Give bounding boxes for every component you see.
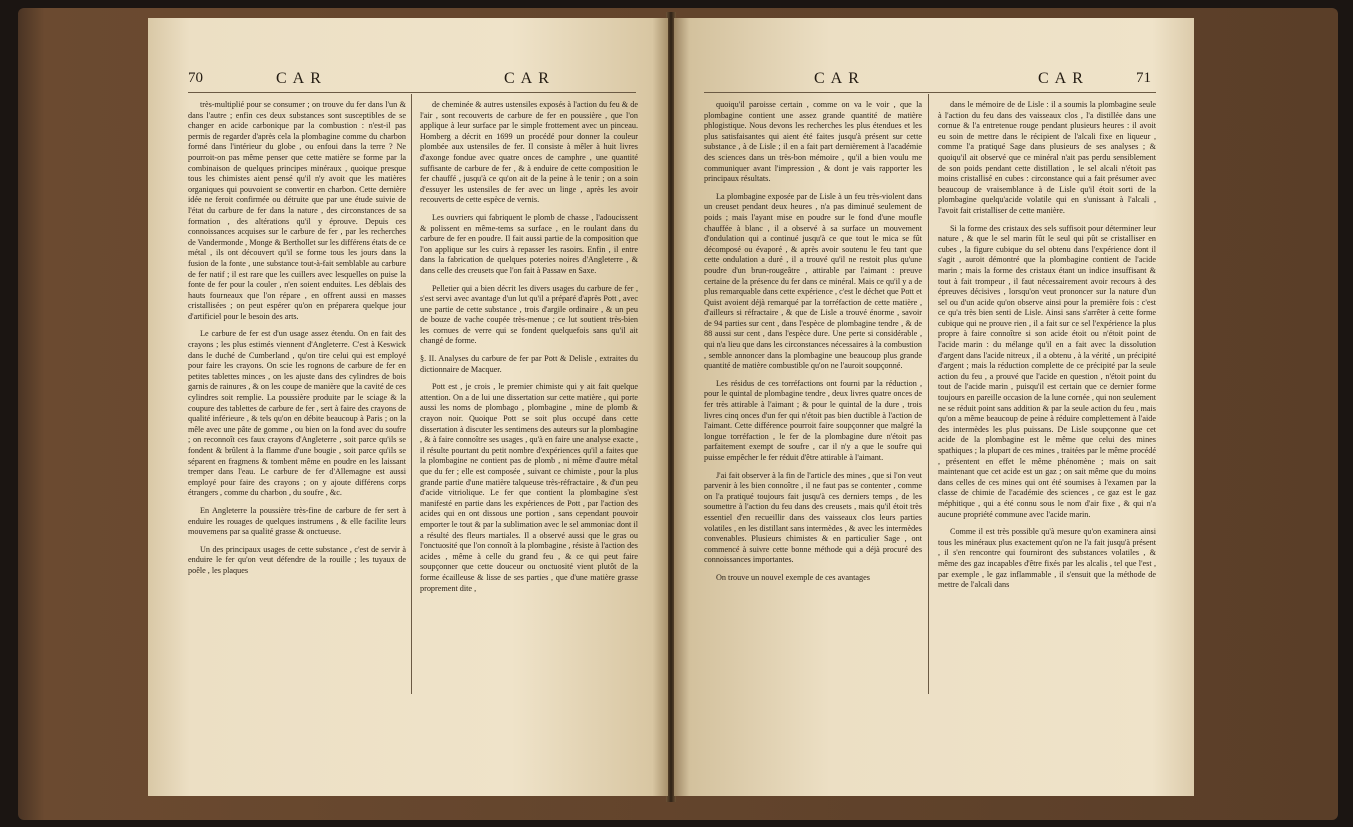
left-page — [148, 18, 668, 796]
text-column-1 — [704, 100, 922, 591]
paragraph: J'ai fait observer à la fin de l'article des mines , que si l'on veut parvenir à les bien connoître , il ne faut pas se contenter , comme on l'a pratiqué toujours fait jusqu'à ces derniers temps , de les soumettre à l'action du feu dans des creusets , mais qu'il étoit très essentiel d'en recueillir dans des vaisseaux clos leurs parties volatiles , en les distillant sans intermèdes , & avec les intermèdes convenables. Plusieurs chimistes & en particulier Sage , ont commencé à suivre cette bonne méthode qui a déjà procuré des connoissances importantes. — [704, 470, 922, 565]
running-head-left: CAR — [276, 70, 327, 87]
paragraph: de cheminée & autres ustensiles exposés à l'action du feu & de l'air , sont recouverts de carbure de fer en poussière , que l'on applique à leur surface par le simple frottement avec un pinceau. Homberg a décrit en 1699 un procédé pour donner la couleur plombée aux ustensiles de fer. Il consiste à mêler à huit livres d'axonge fondue avec quatre onces de camphre , une quantité suffisante de carbure de fer , & à enduire de cette composition le fer chauffé , jusqu'à ce qu'on ait de la peine à le tenir ; on a soin d'essuyer les ustensiles de fer avec un linge , après les avoir recouverts de cette espèce de vernis. — [420, 100, 638, 205]
text-column-2 — [938, 100, 1156, 598]
paragraph: Pelletier qui a bien décrit les divers usages du carbure de fer , s'est servi avec avantage d'un lut qu'il a préparé d'après Pott , avec une partie de cette substance , trois d'argile ordinaire , & un peu de bouze de vache coupée très-menue ; ce lut soutient très-bien les cornues de verre qui se fondent quelquefois sans qu'il ait changé de forme. — [420, 283, 638, 346]
running-head-right: CAR — [1038, 70, 1089, 87]
section-heading: §. II. Analyses du carbure de fer par Pott & Delisle , extraites du dictionnaire de Macquer. — [420, 354, 638, 374]
paragraph: Si la forme des cristaux des sels suffisoit pour déterminer leur nature , & que le sel marin fût le seul qui pût se cristalliser en cubes , la figure cubique du sel obtenu dans l'expérience dont il s'agit , auroit démontré que la plombagine contient de l'acide marin ; mais la forme des cristaux étant un indice insuffisant & tout à fait trompeur , il faut nécessairement avoir recours à des épreuves décisives , lorsqu'on veut prononcer sur la nature d'un sel ou d'un acide qu'on observe ainsi pour la première fois : c'est ce qu'a très bien senti de Lisle. Ainsi sans s'arrêter à cette forme cubique qui ne prouve rien , il a fait sur ce sel l'expérience la plus propre à faire connoître si son acide étoit ou n'étoit point de l'acide marin : du mélange qu'il en a fait avec la dissolution d'argent dans l'acide nitreux , il a obtenu , à la vérité , un précipité d'argent ; mais la réduction complette de ce précipité par la seule action du feu , a prouvé que l'acide en question , n'étoit point du tout de l'acide marin , puisqu'il est certain que ce dernier forme toujours en pareille occasion de la lune cornée , qui non seulement ne se réduit point sans addition & par la seule action du feu , mais qu'on a même beaucoup de peine à réduire complettement à l'aide des intermèdes les plus puissans. De Lisle soupçonne que cet acide de la plombagine est le même que celui des mines spathiques ; la plupart de ces mines , traitées par le même procédé , présentent en effet le même phénomène ; mais on sait maintenant que cet acide est un gaz ; on sait même que du moins dans celles de ces mines qui ont été soumises à l'examen par la classe de chimie de l'académie des sciences , ce gaz est le gaz méphitique , qui a été connu sous le nom d'air fixe , & qui n'a aucune propriété commune avec l'acide marin. — [938, 223, 1156, 519]
page-number: 70 — [188, 70, 203, 86]
paragraph: Les résidus de ces torréfactions ont fourni par la réduction , pour le quintal de plombagine tendre , deux livres quatre onces de fer très attirable à l'aimant ; & pour le quintal de la dure , trois livres cinq onces d'un fer qui n'étoit pas bien ductible à l'action de l'aimant. Cette différence pourroit faire soupçonner que malgré la longue torréfaction , le fer de la plombagine dure n'étoit pas parfaitement exempt de soufre , car il n'y a que le soufre qui puisse empêcher le fer réduit d'être attirable à l'aimant. — [704, 378, 922, 462]
paragraph: Pott est , je crois , le premier chimiste qui y ait fait quelque attention. On a de lui une dissertation sur cette matière , qui porte aussi les noms de plombago , plombagine , mine de plomb & crayon noir. Quoique Pott se soit plus occupé dans cette dissertation à discuter les sentimens des auteurs sur la plombagine , & à faire connoître ses usages , qu'à en faire une analyse exacte , il résulte pourtant du petit nombre d'expériences qu'il a faites que la plombagine ne contient pas de plomb , ni même d'autre métal que du fer ; elle est composée , suivant ce chimiste , pour la plus grande partie d'une matière talqueuse très-réfractaire , & d'un peu d'acide vitriolique. Le fer que contient la plombagine s'est manifesté en partie dans les expériences de Pott , par l'action des acides qui en ont dissous une portion , sans cependant pouvoir emporter le tout & par la sublimation avec le sel ammoniac dont il a résulté des fleurs martiales. Il a observé aussi que le gras ou l'onctuosité que l'on connoît à la plombagine , résiste à l'action des acides , même à celle du grand feu , & ce qui peut faire soupçonner que cette douceur ou onctuosité vient plutôt de la forme écailleuse & lisse de ses parties , que d'une matière grasse proprement dite , — [420, 382, 638, 593]
column-rule — [411, 94, 412, 694]
right-page — [674, 18, 1194, 796]
page-number: 71 — [1136, 70, 1151, 86]
text-column-2 — [420, 100, 638, 601]
running-head-left: CAR — [814, 70, 865, 87]
paragraph: En Angleterre la poussière très-fine de carbure de fer sert à enduire les rouages de quelques instrumens , & elle facilite leurs mouvemens par sa qualité grasse & onctueuse. — [188, 505, 406, 537]
paragraph: Le carbure de fer est d'un usage assez étendu. On en fait des crayons ; les plus estimés viennent d'Angleterre. C'est à Keswick dans le duché de Cumberland , qu'on tire celui qui est employé pour faire les crayons. On scie les rognons de carbure de fer en petites tablettes minces , on les ajuste dans des cylindres de bois garnis de rainures , & on les coupe de manière que la cavité de ces cylindres soit remplie. La poussière produite par le sciage & la coupure des tablettes de carbure de fer , sert à faire des crayons de qualité inférieure , & tels qu'on en débite beaucoup à Paris ; on la mêle avec une pâte de gomme , ou bien on la fond avec du soufre ; on reconnoît ces faux crayons d'Angleterre , soit parce qu'ils se fondent & brûlent à la flamme d'une bougie , soit parce qu'ils se séparent en fragmens & tombent même en poudre en les laissant tremper dans l'eau. Le carbure de fer d'Allemagne est aussi employé pour faire des crayons ; on y ajoute différens corps étrangers , comme du charbon , du soufre , &c. — [188, 329, 406, 498]
paragraph: quoiqu'il paroisse certain , comme on va le voir , que la plombagine contient une assez grande quantité de matière phlogistique. Nous devons les recherches les plus étendues et les plus satisfaisantes qui aient été faites jusqu'à présent sur cette substance , à de Lisle ; il en a fait part dernièrement à l'académie des sciences dans un très-bon mémoire , qu'il a bien voulu me communiquer avant l'impression , & dont je vais rapporter les principaux résultats. — [704, 100, 922, 184]
paragraph: Les ouvriers qui fabriquent le plomb de chasse , l'adoucissent & polissent en même-tems sa surface , en le roulant dans du carbure de fer en poudre. Il fait aussi partie de la composition que l'on applique sur les cuirs à repasser les rasoirs. Enfin , il entre dans la fabrication de quelques poteries noires d'Angleterre , & dans celle des creusets que l'on fait à Passaw en Saxe. — [420, 212, 638, 275]
text-column-1 — [188, 100, 406, 584]
running-head-right: CAR — [504, 70, 555, 87]
column-rule — [928, 94, 929, 694]
paragraph: Comme il est très possible qu'à mesure qu'on examinera ainsi tous les minéraux plus exactement qu'on ne l'a fait jusqu'à présent , il s'en rencontre qui fourniront des substances volatiles , & même des gaz incapables d'être fixés par les alcalis , tel que l'est , par exemple , le gaz inflammable , il s'ensuit que la méthode de mettre de l'alcali dans — [938, 527, 1156, 590]
head-rule — [704, 92, 1156, 93]
paragraph: On trouve un nouvel exemple de ces avantages — [716, 572, 870, 582]
paragraph: Un des principaux usages de cette substance , c'est de servir à enduire le fer qu'on veut défendre de la rouille ; les tuyaux de poêle , les plaques — [188, 544, 406, 575]
head-rule — [188, 92, 636, 93]
paragraph: dans le mémoire de de Lisle : il a soumis la plombagine seule à l'action du feu dans des vaisseaux clos , l'a distillée dans une cornue & l'a entretenue rouge pendant plusieurs heures : il avoit eu soin de mettre dans le récipient de l'alcali fixe en liqueur , comme l'a pratiqué Sage dans plusieurs de ses analyses ; & quoiqu'il ait observé que ce minéral n'ait pas perdu sensiblement de son poids pendant cette distillation , le sel alcali n'étoit pas moins cristallisé en cubes : circonstance qui a fait présumer avec beaucoup de vraisemblance à de Lisle qu'il étoit sorti de la plombagine quelqu'acide volatile qui en s'unissant à l'alcali , l'avoit fait cristalliser de cette manière. — [938, 100, 1156, 215]
paragraph: La plombagine exposée par de Lisle à un feu très-violent dans un creuset pendant deux heures , n'a pas diminué seulement de poids ; mais l'ayant mise en poudre sur le fond d'une moufle chauffée à blanc , il a observé à sa surface un mouvement d'ondulation qui a continué jusqu'à ce que tout le mica se fût décomposé ou évaporé , & après avoir soutenu le feu tant que cette ondulation a duré , il a trouvé qu'il ne restoit plus qu'une poudre d'un brun-rougeâtre , attirable par l'aimant : preuve certaine de la présence du fer dans ce minéral. Mais ce qu'il y a de plus remarquable dans cette expérience , c'est le déchet que Pott et Quist avoient déjà remarqué par la torréfaction de cette matière , d'ailleurs si réfractaire , & que de Lisle a trouvé énorme , savoir de 94 parties sur cent , dans l'espèce de plombagine tendre , & de 88 aussi sur cent , dans l'espèce dure. Une perte si considérable , qui n'a lieu que dans les circonstances nécessaires à la combustion , semble annoncer dans la plombagine une beaucoup plus grande quantité de matière combustible qu'on ne l'auroit soupçonné. — [704, 191, 922, 371]
paragraph: très-multiplié pour se consumer ; on trouve du fer dans l'un & dans l'autre ; enfin ces deux substances sont susceptibles de se changer en acide carbonique par la combustion : n'est-il pas permis de regarder d'après cela la plombagine comme du charbon formé dans l'intérieur du globe , ou enfoui dans la terre ? Ne pourroit-on pas même penser que cette matière se forme par la combinaison de quelques principes minéraux , quoique presque tous les chimistes aient pensé qu'il n'y avoit que les matières organiques qui pouvoient se convertir en charbon. Cette dernière idée ne feroit confirmée ou détruite que par une étude suivie de l'état du carbure de fer dans la nature , des circonstances de sa formation , des altérations qu'il y éprouve. Depuis ces connoissances acquises sur le carbure de fer , par les recherches de Vandermonde , Monge & Berthollet sur les différens états de ce métal , ils ont découvert qu'il se forme tous les jours dans la fusion de la fonte , une substance tout-à-fait semblable au carbure de fer natif ; il est rare que les cuillers avec lesquelles on puise la fonte de fer pour la couler , n'en soient enduites. Les déblais des hauts fourneaux que l'on répare , en offrent aussi en masses cristallisées ; on peut espérer qu'on en préparera quelque jour d'artificiel pour le besoin des arts. — [188, 100, 406, 321]
